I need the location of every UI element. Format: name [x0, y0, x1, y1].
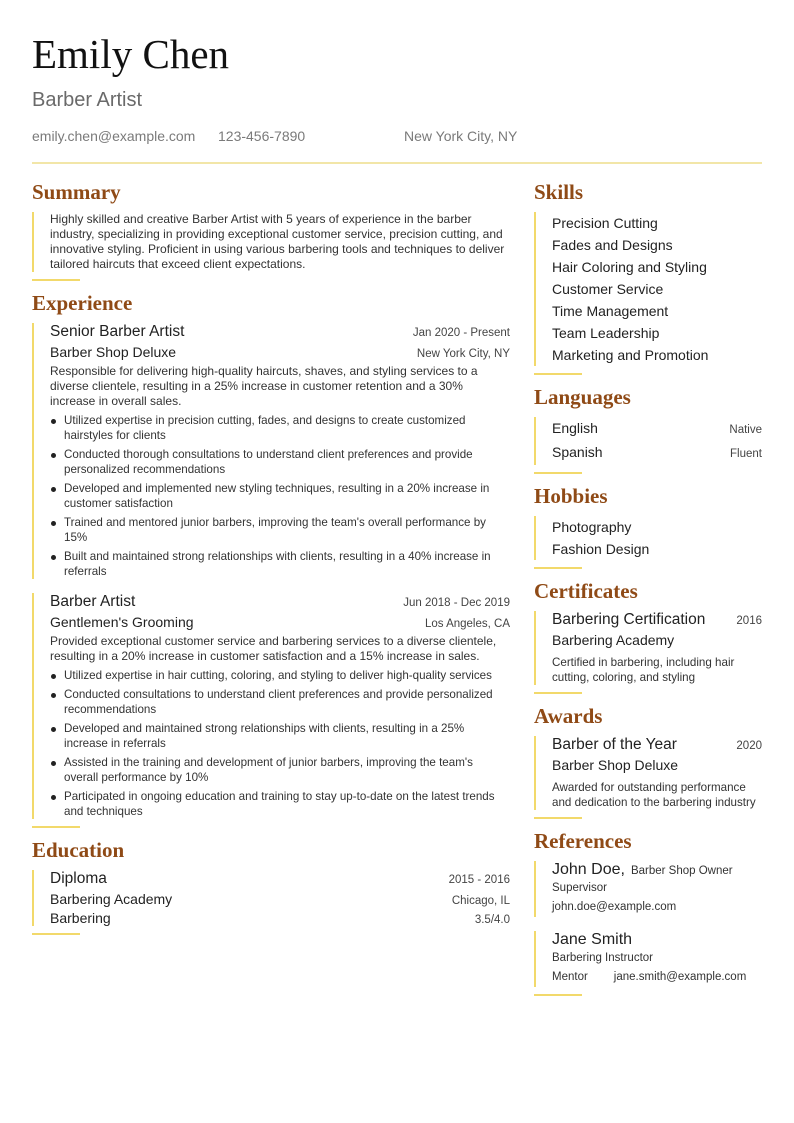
list-item: Utilized expertise in precision cutting, fades, and designs to create customized hairstyles for clients [50, 413, 510, 443]
reference-email[interactable]: john.doe@example.com [552, 901, 677, 913]
reference-email[interactable]: jane.smith@example.com [613, 971, 747, 983]
list-item: Trained and mentored junior barbers, improving the team's overall performance by 15% [50, 515, 510, 545]
education-heading: Education [32, 838, 125, 862]
reference-position: Barbering Instructor [552, 952, 653, 964]
summary-section [32, 178, 510, 281]
languages-section [534, 383, 762, 474]
job-description: Responsible for delivering high-quality haircuts, shaves, and styling services to a diverse clientele, resulting in a 25% increase in customer retention and a 30% increase in overall sales. [50, 364, 478, 408]
reference-relation: Supervisor [552, 882, 607, 894]
job-entry [32, 593, 510, 819]
education-gpa: 3.5/4.0 [474, 914, 510, 926]
job-company: Gentlemen's Grooming [50, 614, 194, 630]
contact-location: New York City, NY [404, 128, 518, 144]
job-bullets [50, 668, 510, 819]
job-dates: Jan 2020 - Present [412, 327, 510, 339]
section-underline [534, 373, 582, 375]
hobby-item: Photography [552, 519, 632, 535]
language-name: English [552, 420, 598, 436]
section-underline [32, 279, 80, 281]
reference-relation: Mentor [552, 971, 588, 983]
summary-heading: Summary [32, 180, 121, 204]
references-section [534, 827, 762, 996]
list-item: Developed and implemented new styling techniques, resulting in a 20% increase in customer satisfaction [50, 481, 510, 511]
skill-item: Team Leadership [552, 325, 660, 341]
list-item: Conducted thorough consultations to understand client preferences and provide personalized recommendations [50, 447, 510, 477]
award-year: 2020 [736, 740, 762, 752]
reference-position: Barber Shop Owner [630, 865, 733, 877]
list-item: Assisted in the training and development of junior barbers, improving the team's overall performance by 10% [50, 755, 510, 785]
skill-item: Fades and Designs [552, 237, 673, 253]
job-location: Los Angeles, CA [424, 618, 510, 630]
reference-name: Jane Smith [552, 931, 633, 948]
experience-section [32, 289, 510, 828]
section-underline [534, 994, 582, 996]
award-issuer: Barber Shop Deluxe [552, 757, 679, 773]
list-item: Developed and maintained strong relationships with clients, resulting in a 25% increase in referrals [50, 721, 510, 751]
candidate-role: Barber Artist [32, 89, 143, 111]
job-bullets [50, 413, 510, 579]
education-dates: 2015 - 2016 [448, 874, 510, 886]
list-item: Built and maintained strong relationships with clients, resulting in a 40% increase in referrals [50, 549, 510, 579]
skill-item: Hair Coloring and Styling [552, 259, 707, 275]
job-title: Barber Artist [50, 593, 136, 610]
language-row [552, 441, 762, 465]
education-field: Barbering [50, 910, 111, 926]
right-column [534, 178, 762, 1004]
section-underline [534, 567, 582, 569]
skill-item: Time Management [552, 303, 669, 319]
job-title: Senior Barber Artist [50, 323, 185, 340]
section-underline [32, 933, 80, 935]
list-item: Conducted consultations to understand client preferences and provide personalized recommendations [50, 687, 510, 717]
skill-item: Marketing and Promotion [552, 347, 709, 363]
section-underline [534, 472, 582, 474]
certificates-heading: Certificates [534, 579, 638, 603]
award-description: Awarded for outstanding performance and dedication to the barbering industry [552, 781, 756, 809]
candidate-name: Emily Chen [32, 31, 230, 77]
awards-section [534, 702, 762, 819]
summary-text: Highly skilled and creative Barber Artist with 5 years of experience in the barber industry, specializing in providing exceptional customer service, precision cutting, and innovative styling. Proficient in using various barbering tools and techniques to deliver tailored haircuts that exceed client expectations. [50, 212, 505, 271]
language-row [552, 417, 762, 441]
award-name: Barber of the Year [552, 736, 677, 753]
skill-item: Customer Service [552, 281, 664, 297]
language-name: Spanish [552, 444, 603, 460]
certificate-year: 2016 [736, 615, 762, 627]
certificate-name: Barbering Certification [552, 611, 706, 628]
reference-entry [534, 861, 762, 917]
awards-heading: Awards [534, 704, 603, 728]
education-location: Chicago, IL [451, 895, 510, 907]
skills-section [534, 178, 762, 375]
job-entry [32, 323, 510, 579]
certificate-issuer: Barbering Academy [552, 632, 675, 648]
job-description: Provided exceptional customer service and barbering services to a diverse clientele, resulting in a 20% increase in customer satisfaction and a 15% increase in sales. [50, 634, 497, 663]
skill-item: Precision Cutting [552, 215, 658, 231]
certificates-section [534, 577, 762, 694]
certificate-description: Certified in barbering, including hair cutting, coloring, and styling [552, 656, 735, 684]
education-degree: Diploma [50, 870, 107, 887]
education-entry [32, 870, 510, 926]
language-level: Native [729, 424, 762, 436]
left-column [32, 178, 510, 943]
education-section [32, 836, 510, 935]
experience-heading: Experience [32, 291, 133, 315]
job-dates: Jun 2018 - Dec 2019 [403, 597, 510, 609]
hobby-item: Fashion Design [552, 541, 650, 557]
language-level: Fluent [730, 448, 762, 460]
section-underline [32, 826, 80, 828]
skills-heading: Skills [534, 180, 584, 204]
hobbies-heading: Hobbies [534, 484, 608, 508]
reference-name: John Doe, [552, 861, 625, 878]
hobbies-section [534, 482, 762, 569]
header-divider [32, 162, 762, 164]
contact-email[interactable]: emily.chen@example.com [32, 128, 196, 144]
education-school: Barbering Academy [50, 891, 173, 907]
languages-heading: Languages [534, 385, 631, 409]
list-item: Participated in ongoing education and training to stay up-to-date on the latest trends and techniques [50, 789, 510, 819]
references-heading: References [534, 829, 632, 853]
job-company: Barber Shop Deluxe [50, 344, 177, 360]
section-underline [534, 817, 582, 819]
section-underline [534, 692, 582, 694]
job-location: New York City, NY [416, 348, 510, 360]
list-item: Utilized expertise in hair cutting, coloring, and styling to deliver high-quality services [50, 668, 510, 683]
contact-phone[interactable]: 123-456-7890 [218, 128, 306, 144]
reference-entry [534, 931, 762, 987]
